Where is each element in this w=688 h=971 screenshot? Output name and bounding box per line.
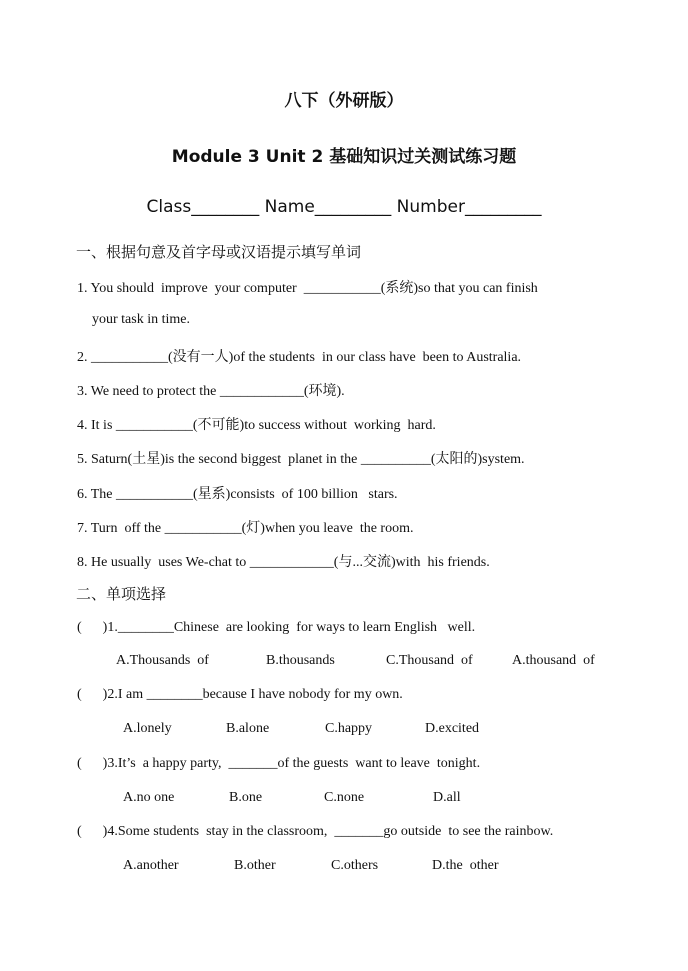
- mc-q3-option-d: D.all: [433, 790, 461, 805]
- fill-item-8: 8. He usually uses We-chat to ____________(与...交流)with his friends.: [77, 555, 490, 570]
- mc-q1-option-b: B.thousands: [266, 653, 335, 668]
- mc-q3-option-b: B.one: [229, 790, 263, 805]
- page-subtitle: Module 3 Unit 2 基础知识过关测试练习题: [171, 147, 517, 167]
- fill-item-1-cont: your task in time.: [92, 312, 190, 327]
- fill-item-4: 4. It is ___________(不可能)to success without working hard.: [77, 418, 436, 433]
- mc-q3-option-a: A.no one: [123, 790, 175, 805]
- mc-q3-option-c: C.none: [324, 790, 365, 805]
- fill-item-3: 3. We need to protect the ____________(环境).: [77, 384, 345, 399]
- fill-item-7: 7. Turn off the ___________(灯)when you leave the room.: [77, 521, 414, 536]
- mc-q2-option-d: D.excited: [425, 721, 480, 736]
- mc-q1-option-a: A.Thousands of: [116, 653, 209, 668]
- mc-q2-option-c: C.happy: [325, 721, 373, 736]
- student-info-line: Class________ Name_________ Number_________: [146, 197, 542, 217]
- mc-question-3: ( )3.It’s a happy party, _______of the guests want to leave tonight.: [77, 756, 481, 771]
- mc-question-1: ( )1.________Chinese are looking for ways to learn English well.: [77, 620, 476, 635]
- page-title: 八下（外研版）: [284, 91, 404, 111]
- mc-q2-option-a: A.lonely: [123, 721, 172, 736]
- mc-q4-option-a: A.another: [123, 858, 179, 873]
- fill-item-1: 1. You should improve your computer ___________(系统)so that you can finish: [77, 281, 538, 296]
- section-2-heading: 二、单项选择: [76, 585, 167, 603]
- mc-q4-option-c: C.others: [331, 858, 379, 873]
- mc-q1-option-d: A.thousand of: [512, 653, 595, 668]
- mc-q2-option-b: B.alone: [226, 721, 270, 736]
- fill-item-2: 2. ___________(没有一人)of the students in our class have been to Australia.: [77, 350, 522, 365]
- mc-question-2: ( )2.I am ________because I have nobody for my own.: [77, 687, 403, 702]
- fill-item-6: 6. The ___________(星系)consists of 100 billion stars.: [77, 487, 398, 502]
- mc-question-4: ( )4.Some students stay in the classroom, _______go outside to see the rainbow.: [77, 824, 554, 839]
- mc-q4-option-d: D.the other: [432, 858, 499, 873]
- section-1-heading: 一、根据句意及首字母或汉语提示填写单词: [76, 243, 362, 261]
- mc-q4-option-b: B.other: [234, 858, 276, 873]
- fill-item-5: 5. Saturn(土星)is the second biggest planet in the __________(太阳的)system.: [77, 452, 525, 467]
- mc-q1-option-c: C.Thousand of: [386, 653, 473, 668]
